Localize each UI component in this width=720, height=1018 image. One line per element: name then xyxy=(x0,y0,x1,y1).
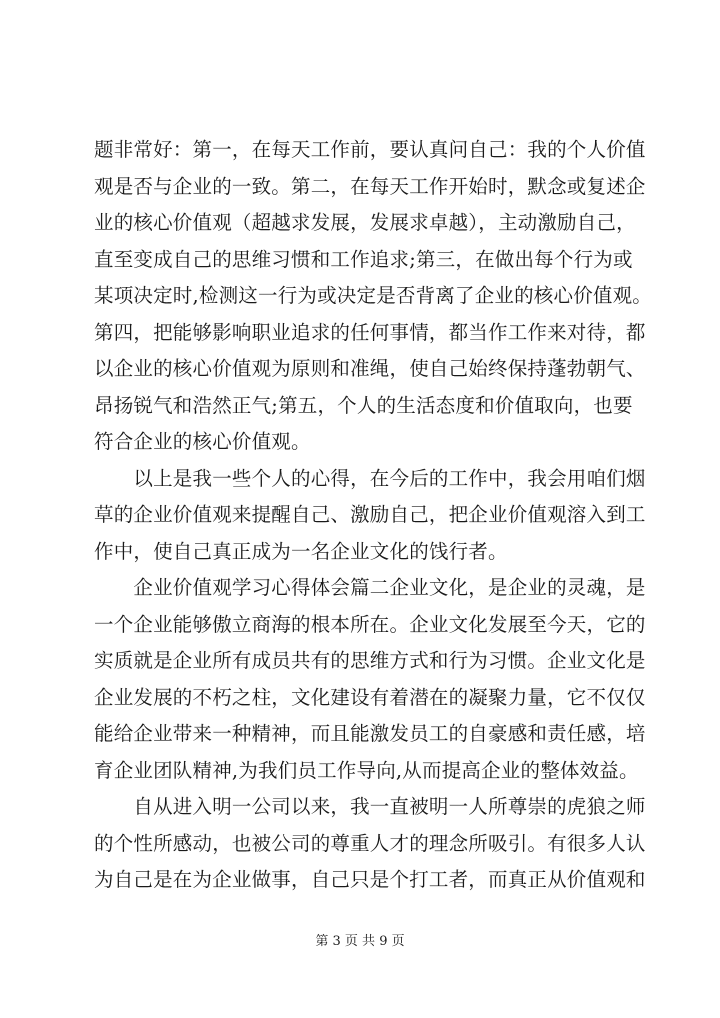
paragraph-3 xyxy=(94,570,646,789)
paragraph-1 xyxy=(94,132,652,461)
text-line: 企业价值观学习心得体会篇二企业文化，是企业的灵魂，是 xyxy=(94,576,646,599)
text-line: 作中，使自己真正成为一名企业文化的饯行者。 xyxy=(94,539,508,563)
text-line: 的个性所感动，也被公司的尊重人才的理念所吸引。有很多人认 xyxy=(94,831,646,855)
text-line: 企业发展的不朽之柱，文化建设有着潜在的凝聚力量，它不仅仅 xyxy=(94,685,646,709)
text-line: 育企业团队精神,为我们员工作导向,从而提高企业的整体效益。 xyxy=(94,758,639,782)
document-body xyxy=(94,132,652,899)
text-line: 业的核心价值观（超越求发展，发展求卓越），主动激励自己， xyxy=(94,211,636,234)
text-line: 能给企业带来一种精神，而且能激发员工的自豪感和责任感，培 xyxy=(94,722,646,745)
paragraph-2 xyxy=(94,461,646,571)
page-number-footer: 第 3 页 共 9 页 xyxy=(315,934,405,949)
text-line: 以上是我一些个人的心得，在今后的工作中，我会用咱们烟 xyxy=(94,466,646,490)
text-line: 以企业的核心价值观为原则和准绳，使自己始终保持蓬勃朝气、 xyxy=(94,357,646,380)
text-line: 观是否与企业的一致。第二，在每天工作开始时，默念或复述企 xyxy=(94,174,646,198)
text-line: 符合企业的核心价值观。 xyxy=(94,430,311,453)
text-line: 一个企业能够傲立商海的根本所在。企业文化发展至今天，它的 xyxy=(94,612,646,636)
text-line: 直至变成自己的思维习惯和工作追求;第三，在做出每个行为或 xyxy=(94,247,633,271)
text-line: 为自己是在为企业做事，自己只是个打工者，而真正从价值观和 xyxy=(94,868,646,891)
text-line: 题非常好：第一，在每天工作前，要认真问自己：我的个人价值 xyxy=(94,138,646,161)
text-line: 实质就是企业所有成员共有的思维方式和行为习惯。企业文化是 xyxy=(94,649,646,672)
text-line: 草的企业价值观来提醒自己、激励自己，把企业价值观溶入到工 xyxy=(94,503,646,526)
text-line: 昂扬锐气和浩然正气;第五，个人的生活态度和价值取向，也要 xyxy=(94,393,633,417)
paragraph-4 xyxy=(94,789,646,899)
text-line: 自从进入明一公司以来，我一直被明一人所尊崇的虎狼之师 xyxy=(94,795,646,818)
text-line: 第四，把能够影响职业追求的任何事情，都当作工作来对待，都 xyxy=(94,320,646,344)
text-line: 某项决定时,检测这一行为或决定是否背离了企业的核心价值观。 xyxy=(94,284,652,307)
